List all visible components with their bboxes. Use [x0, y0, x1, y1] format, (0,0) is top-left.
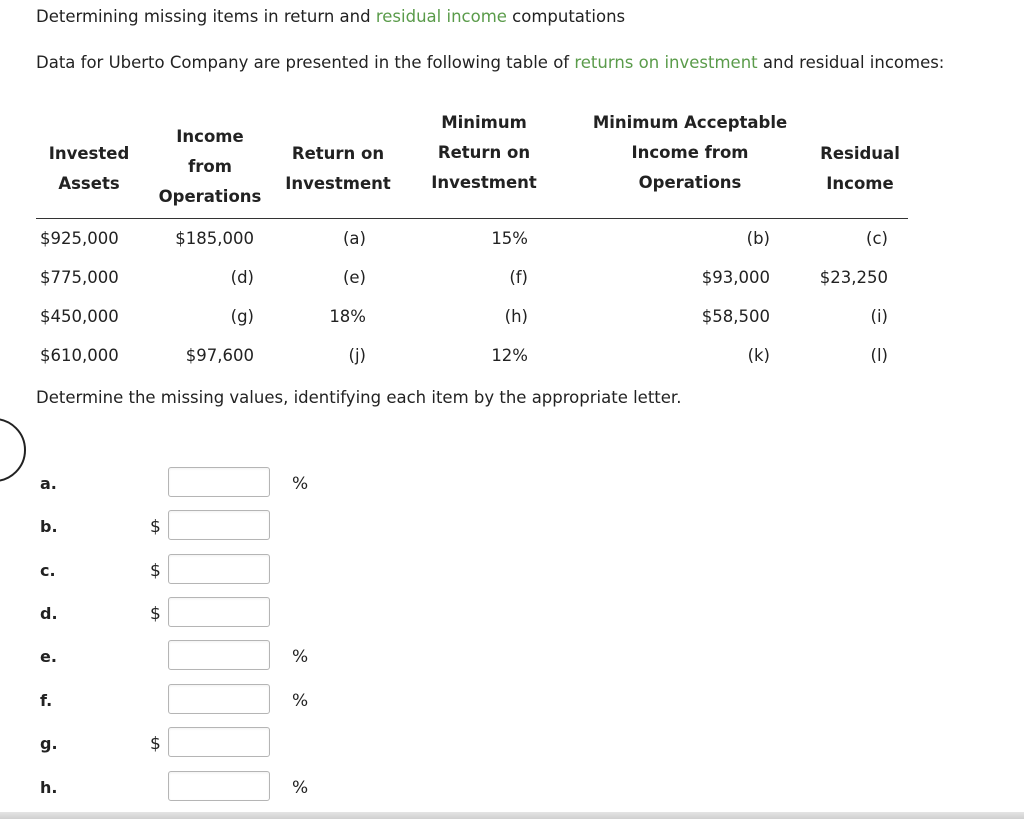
header-minimum-return-on-investment — [424, 108, 544, 198]
header-return-on-investment — [278, 139, 398, 199]
header-minimum-acceptable-income — [580, 108, 800, 198]
header-line: Income — [826, 174, 894, 193]
answer-label: a. — [40, 474, 57, 493]
residual-income-link[interactable]: residual income — [375, 7, 507, 26]
title-text-start: Determining missing items in return and — [36, 7, 376, 26]
answer-suffix: % — [292, 778, 309, 798]
intro-text-end: and residual incomes: — [757, 53, 945, 72]
header-line: Return on — [437, 143, 531, 162]
cell-roi: (e) — [342, 268, 366, 287]
cell-roi: 18% — [329, 307, 366, 326]
answer-input-h[interactable] — [168, 771, 270, 801]
intro-text-start: Data for Uberto Company are presented in the following table of — [36, 53, 575, 72]
answer-input-f[interactable] — [168, 684, 270, 714]
answer-input-a[interactable] — [168, 467, 270, 497]
cell-min-acceptable-income: $58,500 — [701, 307, 770, 326]
answer-label: d. — [40, 604, 58, 623]
cell-residual-income: $23,250 — [819, 268, 888, 287]
cell-income: (g) — [230, 307, 254, 326]
answer-row-a — [0, 467, 400, 501]
table-row — [0, 229, 1024, 251]
answer-row-b — [0, 510, 400, 544]
cell-min-acceptable-income: $93,000 — [701, 268, 770, 287]
cell-invested-assets: $775,000 — [40, 268, 119, 287]
header-residual-income — [806, 139, 914, 199]
answer-row-d — [0, 597, 400, 631]
header-line: Return on — [291, 144, 385, 163]
header-income-from-operations — [152, 122, 268, 212]
answer-label: g. — [40, 734, 58, 753]
answer-prefix: $ — [150, 734, 161, 754]
question-text: Determine the missing values, identifying each item by the appropriate letter. — [36, 388, 682, 407]
header-line: Minimum Acceptable — [592, 113, 788, 132]
answer-row-c — [0, 554, 400, 588]
header-line: Invested — [48, 144, 130, 163]
page-title — [36, 7, 625, 26]
header-line: Investment — [431, 173, 537, 192]
cell-min-roi: 15% — [491, 229, 528, 248]
cell-residual-income: (l) — [870, 346, 888, 365]
answer-suffix: % — [292, 647, 309, 667]
answer-input-c[interactable] — [168, 554, 270, 584]
answer-prefix: $ — [150, 604, 161, 624]
header-line: Minimum — [441, 113, 527, 132]
answer-row-e — [0, 640, 400, 674]
returns-on-investment-link[interactable]: returns on investment — [574, 53, 758, 72]
answer-prefix: $ — [150, 517, 161, 537]
answer-row-f — [0, 684, 400, 718]
answer-label: e. — [40, 647, 57, 666]
cell-min-roi: (h) — [504, 307, 528, 326]
cell-income: $97,600 — [185, 346, 254, 365]
header-line: Investment — [285, 174, 391, 193]
table-row — [0, 346, 1024, 368]
answer-row-h — [0, 771, 400, 805]
header-line: Income — [176, 127, 244, 146]
answer-input-b[interactable] — [168, 510, 270, 540]
answer-suffix: % — [292, 691, 309, 711]
cell-invested-assets: $610,000 — [40, 346, 119, 365]
cell-roi: (j) — [348, 346, 366, 365]
answer-input-d[interactable] — [168, 597, 270, 627]
cell-income: $185,000 — [175, 229, 254, 248]
table-header-divider — [36, 218, 908, 219]
header-line: Residual — [820, 144, 900, 163]
answer-label: c. — [40, 561, 56, 580]
cell-min-roi: (f) — [509, 268, 528, 287]
header-line: Assets — [58, 174, 120, 193]
intro-text — [36, 53, 944, 72]
header-line: Operations — [638, 173, 742, 192]
cell-residual-income: (c) — [866, 229, 888, 248]
cell-invested-assets: $925,000 — [40, 229, 119, 248]
answer-input-g[interactable] — [168, 727, 270, 757]
cell-min-acceptable-income: (k) — [747, 346, 770, 365]
cell-min-acceptable-income: (b) — [746, 229, 770, 248]
header-line: Operations — [158, 187, 262, 206]
header-line: Income from — [631, 143, 749, 162]
answer-label: h. — [40, 778, 58, 797]
table-row — [0, 307, 1024, 329]
header-invested-assets — [36, 139, 142, 199]
answer-row-g — [0, 727, 400, 761]
header-line: from — [188, 157, 232, 176]
cell-income: (d) — [230, 268, 254, 287]
answer-prefix: $ — [150, 561, 161, 581]
answer-input-e[interactable] — [168, 640, 270, 670]
cell-min-roi: 12% — [491, 346, 528, 365]
table-row — [0, 268, 1024, 290]
answer-label: b. — [40, 517, 58, 536]
answer-suffix: % — [292, 474, 309, 494]
cell-residual-income: (i) — [870, 307, 888, 326]
title-text-end: computations — [506, 7, 626, 26]
cell-invested-assets: $450,000 — [40, 307, 119, 326]
bottom-edge-shadow — [0, 812, 1024, 819]
answer-label: f. — [40, 691, 53, 710]
cell-roi: (a) — [343, 229, 366, 248]
